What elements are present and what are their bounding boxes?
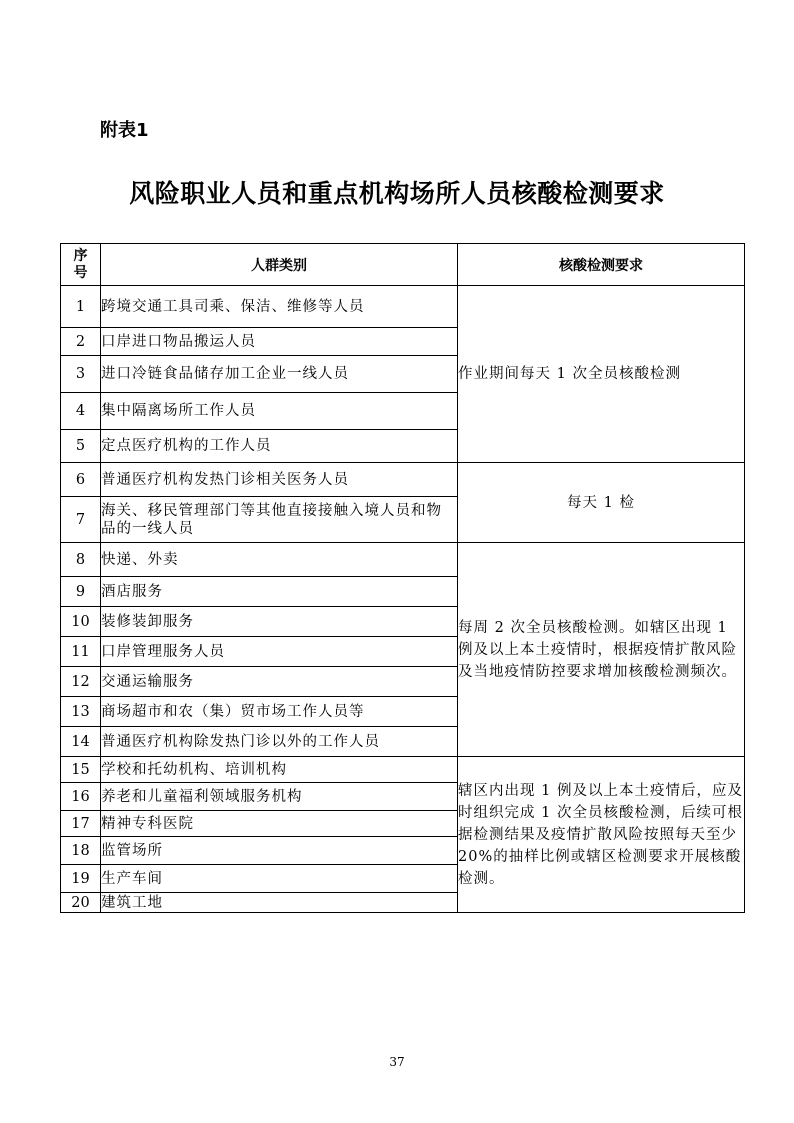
- row-number: 8: [61, 543, 101, 577]
- requirements-table: [60, 243, 745, 913]
- table-row: [61, 543, 745, 577]
- row-category: 海关、移民管理部门等其他直接接触入境人员和物品的一线人员: [101, 497, 458, 543]
- row-number: 14: [61, 727, 101, 757]
- row-number: 4: [61, 393, 101, 430]
- row-number: 20: [61, 893, 101, 913]
- row-category: 进口冷链食品储存加工企业一线人员: [101, 356, 458, 393]
- row-category: 集中隔离场所工作人员: [101, 393, 458, 430]
- table-row: [61, 463, 745, 497]
- row-category: 养老和儿童福利领域服务机构: [101, 783, 458, 811]
- requirement-cell-3: 每周 2 次全员核酸检测。如辖区出现 1 例及以上本土疫情时，根据疫情扩散风险及当地疫情防控要求增加核酸检测频次。: [458, 543, 745, 757]
- header-category: 人群类别: [101, 244, 458, 286]
- row-number: 6: [61, 463, 101, 497]
- row-category: 口岸管理服务人员: [101, 637, 458, 667]
- row-number: 1: [61, 286, 101, 328]
- row-number: 5: [61, 430, 101, 463]
- row-number: 17: [61, 811, 101, 837]
- row-category: 跨境交通工具司乘、保洁、维修等人员: [101, 286, 458, 328]
- document-title: 风险职业人员和重点机构场所人员核酸检测要求: [129, 179, 665, 208]
- row-number: 2: [61, 328, 101, 356]
- row-category: 生产车间: [101, 865, 458, 893]
- row-category: 精神专科医院: [101, 811, 458, 837]
- row-category: 定点医疗机构的工作人员: [101, 430, 458, 463]
- row-number: 11: [61, 637, 101, 667]
- row-category: 商场超市和农（集）贸市场工作人员等: [101, 697, 458, 727]
- row-category: 普通医疗机构除发热门诊以外的工作人员: [101, 727, 458, 757]
- requirement-cell-2: 每天 1 检: [458, 463, 745, 543]
- row-number: 9: [61, 577, 101, 607]
- appendix-label: 附表1: [100, 120, 149, 141]
- row-number: 10: [61, 607, 101, 637]
- header-requirement: 核酸检测要求: [458, 244, 745, 286]
- row-category: 建筑工地: [101, 893, 458, 913]
- table-row: [61, 757, 745, 783]
- row-number: 12: [61, 667, 101, 697]
- row-number: 7: [61, 497, 101, 543]
- row-category: 普通医疗机构发热门诊相关医务人员: [101, 463, 458, 497]
- row-category: 监管场所: [101, 837, 458, 865]
- row-category: 装修装卸服务: [101, 607, 458, 637]
- row-number: 18: [61, 837, 101, 865]
- row-category: 口岸进口物品搬运人员: [101, 328, 458, 356]
- row-number: 15: [61, 757, 101, 783]
- header-no: 序 号: [61, 244, 101, 286]
- row-number: 19: [61, 865, 101, 893]
- row-category: 学校和托幼机构、培训机构: [101, 757, 458, 783]
- page-number: 37: [389, 1055, 405, 1069]
- row-number: 16: [61, 783, 101, 811]
- row-number: 3: [61, 356, 101, 393]
- requirement-cell-1: 作业期间每天 1 次全员核酸检测: [458, 286, 745, 463]
- row-category: 快递、外卖: [101, 543, 458, 577]
- table-header-row: [61, 244, 745, 286]
- row-number: 13: [61, 697, 101, 727]
- requirement-cell-4: 辖区内出现 1 例及以上本土疫情后，应及时组织完成 1 次全员核酸检测，后续可根据检测结果及疫情扩散风险按照每天至少 20%的抽样比例或辖区检测要求开展核酸检测。: [458, 757, 745, 913]
- row-category: 交通运输服务: [101, 667, 458, 697]
- row-category: 酒店服务: [101, 577, 458, 607]
- table-row: [61, 286, 745, 328]
